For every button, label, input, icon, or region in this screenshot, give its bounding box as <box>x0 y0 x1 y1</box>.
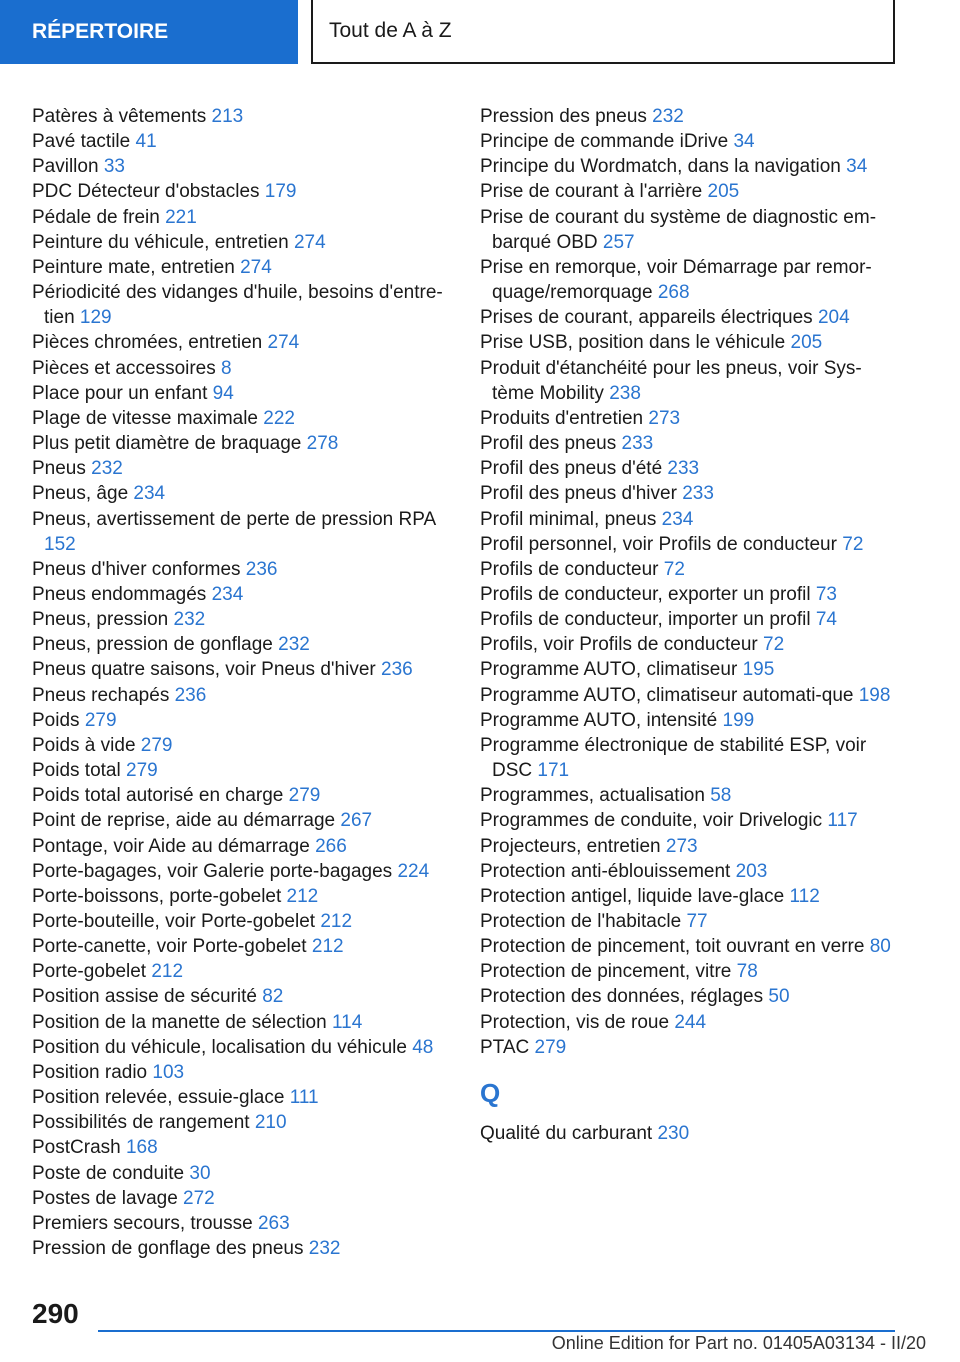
page-link[interactable]: 267 <box>340 810 373 832</box>
index-entry-text: Protection, vis de roue <box>480 1011 670 1033</box>
index-entry <box>480 507 900 532</box>
index-entry-text: PDC Détecteur d'obstacles <box>32 181 260 203</box>
page-link[interactable]: 213 <box>211 106 244 127</box>
page-link[interactable]: 279 <box>84 709 117 731</box>
page-link[interactable]: 34 <box>846 156 868 178</box>
index-entry <box>32 330 452 355</box>
index-entry <box>32 1186 452 1211</box>
index-entry <box>32 356 452 381</box>
page-link[interactable]: 236 <box>245 558 278 580</box>
index-entry <box>32 1060 452 1085</box>
page-link[interactable]: 212 <box>320 911 353 932</box>
page-link[interactable]: 179 <box>264 181 297 203</box>
index-entry <box>32 959 452 984</box>
index-entry <box>32 456 452 481</box>
index-entry-text: Pneus, avertissement de perte de pression RPA <box>32 508 436 530</box>
page-link[interactable]: 114 <box>331 1011 363 1033</box>
page-link[interactable]: 72 <box>663 558 685 580</box>
page-link[interactable]: 82 <box>262 986 284 1008</box>
index-entry <box>32 406 452 431</box>
index-entry-text: Prise de courant à l'arrière <box>480 181 703 203</box>
page-link[interactable]: 233 <box>682 483 714 505</box>
index-entry <box>32 1085 452 1110</box>
index-entry <box>480 1121 900 1146</box>
page-link[interactable]: 278 <box>306 433 339 455</box>
index-entry <box>32 683 452 708</box>
index-entry-text: Programme électronique de stabilité ESP, voir DSC <box>480 734 867 782</box>
index-entry <box>480 456 900 481</box>
index-entry <box>480 104 900 129</box>
page-link[interactable]: 212 <box>151 961 184 983</box>
page-link[interactable]: 279 <box>534 1036 567 1058</box>
page-link[interactable]: 48 <box>412 1036 434 1058</box>
page-link[interactable]: 234 <box>211 583 244 605</box>
index-entry-text: Plage de vitesse maximale <box>32 407 258 429</box>
page-title <box>311 0 895 64</box>
page-link[interactable]: 236 <box>381 659 413 681</box>
page-link[interactable]: 152 <box>44 533 76 555</box>
index-entry-text: Position relevée, essuie-glace <box>32 1087 285 1109</box>
index-entry-text: Position assise de sécurité <box>32 986 257 1008</box>
index-entry-text: Protection de pincement, vitre <box>480 961 732 983</box>
index-entry-text: Porte-bouteille, voir Porte-gobelet <box>32 911 316 932</box>
index-entry <box>32 657 452 682</box>
page-link[interactable]: 268 <box>657 282 690 304</box>
index-entry-text: Profil des pneus d'été <box>480 458 663 480</box>
index-entry-text: Produit d'étanchéité pour les pneus, voir Sys-tème Mobility <box>480 357 862 404</box>
index-entry <box>480 733 900 783</box>
page-link[interactable]: 273 <box>648 407 681 429</box>
index-entry-text: Peinture du véhicule, entretien <box>32 231 289 253</box>
page-link[interactable]: 244 <box>674 1011 707 1033</box>
index-entry-text: Pneus, âge <box>32 483 129 505</box>
index-entry-text: Patères à vêtements <box>32 106 207 127</box>
index-entry <box>480 683 900 708</box>
index-entry <box>480 154 900 179</box>
index-entry <box>32 230 452 255</box>
index-entry-text: Protection antigel, liquide lave-glace <box>480 885 785 907</box>
index-entry-text: Profils de conducteur <box>480 558 659 580</box>
page-link[interactable]: 266 <box>315 835 347 857</box>
page-link[interactable]: 58 <box>710 785 732 807</box>
page-link[interactable]: 221 <box>165 206 197 228</box>
index-entry-text: Postes de lavage <box>32 1187 178 1209</box>
index-entry <box>32 708 452 733</box>
index-entry <box>32 1010 452 1035</box>
page-link[interactable]: 129 <box>79 307 112 329</box>
index-entry-text: Profil minimal, pneus <box>480 508 657 530</box>
index-entry <box>32 255 452 280</box>
page-link[interactable]: 279 <box>126 760 158 782</box>
index-entry <box>32 431 452 456</box>
page-link[interactable]: 103 <box>152 1061 185 1083</box>
index-entry-text: Porte-bagages, voir Galerie porte-bagages <box>32 860 393 882</box>
index-entry-text: Programme AUTO, climatiseur <box>480 659 738 681</box>
index-entry <box>32 808 452 833</box>
index-entry-text: Programmes, actualisation <box>480 785 705 807</box>
index-entry-text: Pneus, pression de gonflage <box>32 634 273 656</box>
index-entry <box>32 1035 452 1060</box>
index-entry-text: Poids total <box>32 760 121 782</box>
index-entry-text: Plus petit diamètre de braquage <box>32 433 302 455</box>
index-entry-text: Point de reprise, aide au démarrage <box>32 810 336 832</box>
index-entry <box>480 959 900 984</box>
index-entry-text: Qualité du carburant <box>480 1122 653 1144</box>
index-entry <box>32 557 452 582</box>
index-entry-text: Pédale de frein <box>32 206 160 228</box>
index-entry <box>32 984 452 1009</box>
page-link[interactable]: 77 <box>686 911 708 932</box>
index-entry <box>480 179 900 204</box>
page-link[interactable]: 80 <box>869 936 891 958</box>
index-entry <box>32 507 452 557</box>
index-entry <box>480 481 900 506</box>
footer-edition-text: Online Edition for Part no. 01405A03134 - II/20 <box>551 1333 926 1353</box>
index-entry-text: Pneus, pression <box>32 609 169 631</box>
index-entry <box>480 984 900 1009</box>
page-link[interactable]: 50 <box>768 986 790 1008</box>
page-link[interactable]: 212 <box>286 885 319 907</box>
page-link[interactable]: 279 <box>288 785 321 807</box>
index-entry-text: Pavé tactile <box>32 131 131 153</box>
index-entry-text: PTAC <box>480 1036 530 1058</box>
page-link[interactable]: 168 <box>125 1137 158 1159</box>
page-link[interactable]: 72 <box>842 533 864 555</box>
index-entry-text: Programmes de conduite, voir Drivelogic <box>480 810 823 832</box>
page-link[interactable]: 78 <box>736 961 758 983</box>
page-link[interactable]: 222 <box>263 407 295 429</box>
page-link[interactable]: 236 <box>174 684 207 706</box>
index-entry-text: Pneus quatre saisons, voir Pneus d'hiver <box>32 659 376 681</box>
index-entry-text: Projecteurs, entretien <box>480 835 661 857</box>
index-entry <box>32 1211 452 1236</box>
index-entry <box>32 205 452 230</box>
index-entry <box>480 657 900 682</box>
index-entry <box>32 1110 452 1135</box>
page-link[interactable]: 117 <box>827 810 858 832</box>
index-entry-text: Protection de pincement, toit ouvrant en verre <box>480 936 865 958</box>
index-entry-text: Protection anti-éblouissement <box>480 860 731 882</box>
page-link[interactable]: 257 <box>602 231 635 253</box>
page-link[interactable]: 274 <box>267 332 300 354</box>
index-entry <box>480 607 900 632</box>
page-link[interactable]: 205 <box>790 332 823 354</box>
index-entry-text: Premiers secours, trousse <box>32 1212 253 1234</box>
page-link[interactable]: 212 <box>311 936 344 958</box>
index-entry <box>32 381 452 406</box>
index-entry-text: Prise USB, position dans le véhicule <box>480 332 786 354</box>
footer-divider <box>98 1330 895 1332</box>
index-entry-text: Peinture mate, entretien <box>32 256 235 278</box>
index-entry <box>480 859 900 884</box>
page-link[interactable]: 230 <box>657 1122 690 1144</box>
index-entry <box>480 1035 900 1060</box>
index-entry <box>32 1135 452 1160</box>
index-entry <box>32 154 452 179</box>
index-entry-text: Place pour un enfant <box>32 382 208 404</box>
index-entry-text: Pavillon <box>32 156 99 178</box>
page-link[interactable]: 232 <box>91 458 123 480</box>
index-entry <box>480 205 900 255</box>
index-entry <box>32 934 452 959</box>
index-entry <box>32 632 452 657</box>
page-link[interactable]: 238 <box>609 382 641 404</box>
index-entry <box>32 1236 452 1261</box>
index-entry <box>32 104 452 129</box>
index-entry-text: Profils, voir Profils de conducteur <box>480 634 758 656</box>
index-entry <box>480 808 900 833</box>
index-entry-text: Protection des données, réglages <box>480 986 764 1008</box>
page-link[interactable]: 8 <box>221 357 232 379</box>
page-link[interactable]: 274 <box>240 256 272 278</box>
page-link[interactable]: 233 <box>667 458 700 480</box>
index-entry <box>32 783 452 808</box>
page-link[interactable]: 112 <box>789 885 820 907</box>
page-link[interactable]: 205 <box>707 181 740 203</box>
index-entry <box>32 884 452 909</box>
section-tab[interactable]: RÉPERTOIRE <box>0 0 298 64</box>
index-entry-text: Pression de gonflage des pneus <box>32 1238 304 1260</box>
page-link[interactable]: 232 <box>278 634 310 656</box>
index-entry <box>480 305 900 330</box>
page-link[interactable]: 198 <box>858 684 891 706</box>
index-entry <box>480 129 900 154</box>
index-entry-text: Profil des pneus d'hiver <box>480 483 677 505</box>
index-entry-text: Principe de commande iDrive <box>480 131 729 153</box>
index-entry-text: PostCrash <box>32 1137 121 1159</box>
index-entry <box>480 708 900 733</box>
index-entry-text: Produits d'entretien <box>480 407 644 429</box>
index-entry-text: Pneus endommagés <box>32 583 207 605</box>
page-link[interactable]: 203 <box>735 860 768 882</box>
index-entry-text: Programme AUTO, intensité <box>480 709 718 731</box>
index-column-right <box>480 104 900 1146</box>
index-entry <box>480 884 900 909</box>
index-entry-text: Poids total autorisé en charge <box>32 785 284 807</box>
index-entry-text: Profils de conducteur, importer un profil <box>480 609 811 631</box>
index-entry-text: Profil personnel, voir Profils de conducteur <box>480 533 837 555</box>
page-link[interactable]: 94 <box>212 382 234 404</box>
index-column-left <box>32 104 452 1261</box>
page-link[interactable]: 41 <box>135 131 157 153</box>
index-entry-text: Périodicité des vidanges d'huile, besoins d'entre-tien <box>32 282 443 329</box>
page-number: 290 <box>32 1298 79 1329</box>
page-link[interactable]: 74 <box>815 609 837 631</box>
index-entry <box>480 557 900 582</box>
page-link[interactable]: 232 <box>652 106 684 127</box>
index-entry <box>480 532 900 557</box>
page-link[interactable]: 232 <box>308 1238 341 1260</box>
index-entry <box>32 733 452 758</box>
page-link[interactable]: 30 <box>189 1162 211 1184</box>
page-link[interactable]: 234 <box>133 483 166 505</box>
index-entry <box>32 582 452 607</box>
index-entry <box>32 758 452 783</box>
index-entry <box>480 632 900 657</box>
index-entry-text: Porte-boissons, porte-gobelet <box>32 885 282 907</box>
index-entry-text: Pression des pneus <box>480 106 647 127</box>
page-title-text: Tout de A à Z <box>329 19 452 42</box>
index-entry <box>32 179 452 204</box>
index-entry <box>480 582 900 607</box>
index-entry-text: Porte-canette, voir Porte-gobelet <box>32 936 307 958</box>
page-link[interactable]: 199 <box>722 709 755 731</box>
index-entry-text: Prise en remorque, voir Démarrage par remor-quage/remorquage <box>480 256 872 304</box>
index-entry-text: Position radio <box>32 1061 148 1083</box>
index-entry <box>480 934 900 959</box>
index-entry-text: Pièces et accessoires <box>32 357 216 379</box>
page-link[interactable]: 210 <box>254 1112 287 1134</box>
index-entry <box>480 783 900 808</box>
page-link[interactable]: 274 <box>293 231 326 253</box>
page-link[interactable]: 273 <box>665 835 698 857</box>
index-entry-text: Poids à vide <box>32 734 136 756</box>
page-link[interactable]: 233 <box>621 433 654 455</box>
index-entry <box>32 280 452 330</box>
index-entry-text: Poste de conduite <box>32 1162 185 1184</box>
page-link[interactable]: 272 <box>183 1187 215 1209</box>
index-entry <box>480 909 900 934</box>
index-entry-text: Protection de l'habitacle <box>480 911 682 932</box>
page-link[interactable]: 224 <box>397 860 430 882</box>
page-link[interactable]: 34 <box>733 131 755 153</box>
page-link[interactable]: 263 <box>257 1212 290 1234</box>
index-entry <box>480 431 900 456</box>
index-entry-text: Prises de courant, appareils électriques <box>480 307 813 329</box>
page-link[interactable]: 195 <box>742 659 775 681</box>
index-entry-text: Position du véhicule, localisation du véhicule <box>32 1036 407 1058</box>
page-link[interactable]: 204 <box>817 307 850 329</box>
page-link[interactable]: 33 <box>103 156 125 178</box>
index-entry-text: Position de la manette de sélection <box>32 1011 327 1033</box>
index-entry-text: Pontage, voir Aide au démarrage <box>32 835 310 857</box>
page-link[interactable]: 232 <box>173 609 206 631</box>
index-entry <box>32 834 452 859</box>
index-entry <box>480 356 900 406</box>
index-entry <box>480 406 900 431</box>
index-entry <box>480 255 900 305</box>
section-letter-q: Q <box>480 1077 501 1108</box>
index-entry <box>32 129 452 154</box>
index-entry-text: Pneus d'hiver conformes <box>32 558 241 580</box>
index-entry <box>32 909 452 934</box>
page-link[interactable]: 73 <box>815 583 837 605</box>
index-entry <box>32 607 452 632</box>
page-link[interactable]: 279 <box>140 734 173 756</box>
index-entry-text: Pneus rechapés <box>32 684 170 706</box>
index-entry <box>480 1010 900 1035</box>
index-entry <box>32 859 452 884</box>
index-entry-text: Profils de conducteur, exporter un profil <box>480 583 811 605</box>
page-link[interactable]: 111 <box>289 1087 319 1109</box>
index-entry-text: Pneus <box>32 458 86 480</box>
page-link[interactable]: 72 <box>763 634 785 656</box>
index-entry-text: Principe du Wordmatch, dans la navigation <box>480 156 841 178</box>
index-entry-text: Pièces chromées, entretien <box>32 332 263 354</box>
page-link[interactable]: 234 <box>661 508 694 530</box>
index-entry <box>480 330 900 355</box>
index-entry <box>480 834 900 859</box>
index-entry-text: Programme AUTO, climatiseur automati-que <box>480 684 854 706</box>
page-link[interactable]: 171 <box>537 760 570 782</box>
index-entry <box>32 481 452 506</box>
index-entry-text: Profil des pneus <box>480 433 617 455</box>
index-entry <box>32 1161 452 1186</box>
index-entry-text: Prise de courant du système de diagnostic em-barqué OBD <box>480 206 877 253</box>
index-entry-text: Possibilités de rangement <box>32 1112 250 1134</box>
index-entry-text: Poids <box>32 709 80 731</box>
index-entry-text: Porte-gobelet <box>32 961 147 983</box>
